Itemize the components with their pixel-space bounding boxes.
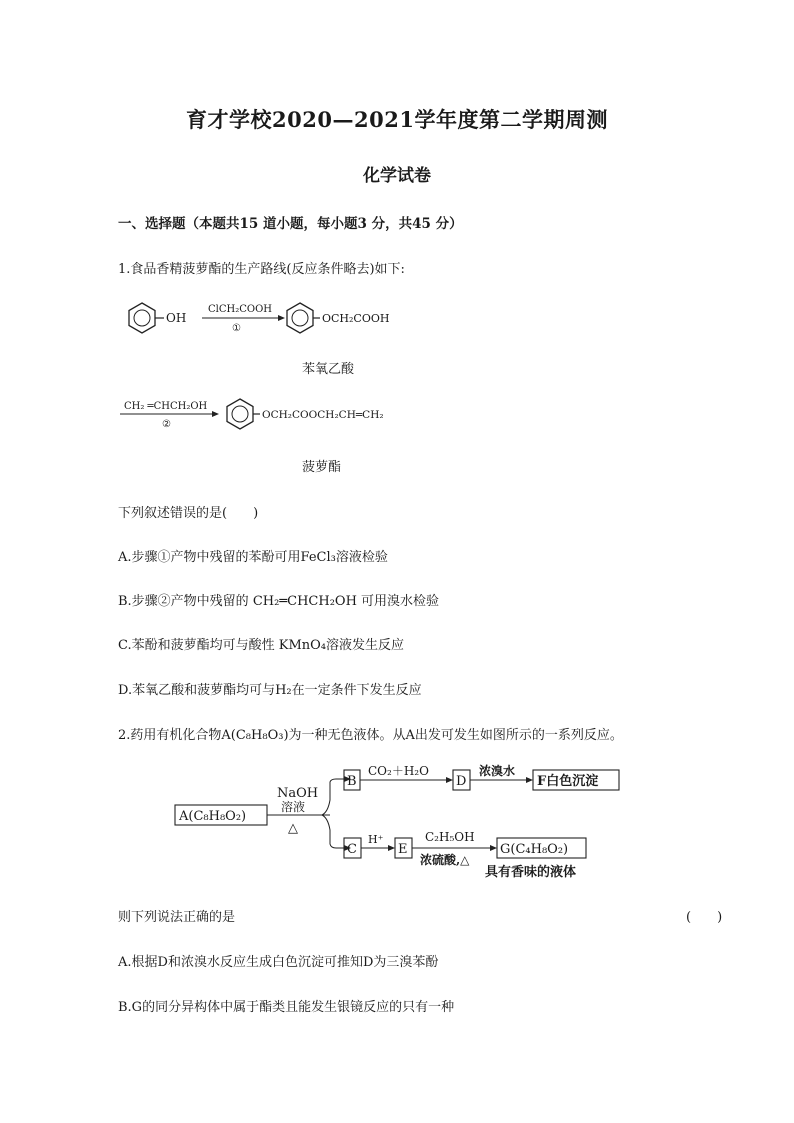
- q1-option-d: D.苯氧乙酸和菠萝酯均可与H₂在一定条件下发生反应: [118, 683, 422, 698]
- box-g: G(C₄H₈O₂): [500, 842, 569, 857]
- cond-solution: 溶液: [281, 800, 306, 814]
- benzene-ring-icon: [227, 399, 253, 429]
- q2-option-a: A.根据D和浓溴水反应生成白色沉淀可推知D为三溴苯酚: [118, 955, 439, 970]
- benzene-ring-icon: [129, 303, 155, 333]
- q2-answer-bracket: ( ): [686, 910, 723, 925]
- q1-stem: 1.食品香精菠萝酯的生产路线(反应条件略去)如下:: [118, 262, 405, 277]
- cond-naoh: NaOH: [277, 786, 319, 801]
- step-2-marker: ②: [162, 419, 171, 430]
- g-note: 具有香味的液体: [485, 865, 577, 880]
- q2-reaction-scheme: [170, 760, 630, 882]
- box-a: A(C₈H₈O₂): [179, 809, 247, 824]
- product-name-1: 苯氧乙酸: [302, 362, 355, 377]
- q1-reaction-1: [110, 290, 430, 346]
- q1-question: 下列叙述错误的是( ): [118, 506, 259, 521]
- cond-ethanol: C₂H₅OH: [425, 830, 475, 844]
- q1-option-b: B.步骤②产物中残留的 CH₂═CHCH₂OH 可用溴水检验: [118, 594, 440, 609]
- cond-bromine-water: 浓溴水: [479, 764, 516, 778]
- page-title: 育才学校2020—2021学年度第二学期周测: [186, 107, 608, 132]
- q2-question: 则下列说法正确的是: [118, 910, 236, 925]
- box-f: F白色沉淀: [537, 774, 599, 789]
- box-d: D: [456, 774, 467, 789]
- benzene-ring-icon: [287, 303, 313, 333]
- q1-option-c: C.苯酚和菠萝酯均可与酸性 KMnO₄溶液发生反应: [118, 638, 405, 653]
- box-e: E: [398, 842, 408, 857]
- q2-stem: 2.药用有机化合物A(C₈H₈O₃)为一种无色液体。从A出发可发生如图所示的一系列反应。: [118, 728, 623, 743]
- product-group-1: OCH₂COOH: [322, 312, 390, 325]
- step-1-marker: ①: [232, 323, 241, 334]
- cond-heat: △: [288, 821, 298, 836]
- q2-option-b: B.G的同分异构体中属于酯类且能发生银镜反应的只有一种: [118, 1000, 455, 1015]
- q1-reaction-2: [118, 390, 418, 440]
- cond-co2-h2o: CO₂＋H₂O: [368, 764, 429, 778]
- reactant-group: OH: [166, 311, 187, 325]
- product-group-2: OCH₂COOCH₂CH═CH₂: [262, 409, 384, 421]
- reagent-1: ClCH₂COOH: [208, 304, 272, 315]
- box-c: C: [347, 842, 357, 857]
- section-heading: 一、选择题（本题共15 道小题，每小题3 分，共45 分）: [118, 216, 463, 232]
- product-name-2: 菠萝酯: [302, 460, 342, 475]
- box-b: B: [347, 774, 357, 789]
- page-subtitle: 化学试卷: [363, 166, 431, 186]
- cond-h-plus: H⁺: [368, 833, 384, 846]
- reagent-2: CH₂ ═CHCH₂OH: [124, 401, 208, 412]
- cond-sulfuric-acid: 浓硫酸,△: [420, 853, 470, 867]
- q1-option-a: A.步骤①产物中残留的苯酚可用FeCl₃溶液检验: [118, 550, 388, 565]
